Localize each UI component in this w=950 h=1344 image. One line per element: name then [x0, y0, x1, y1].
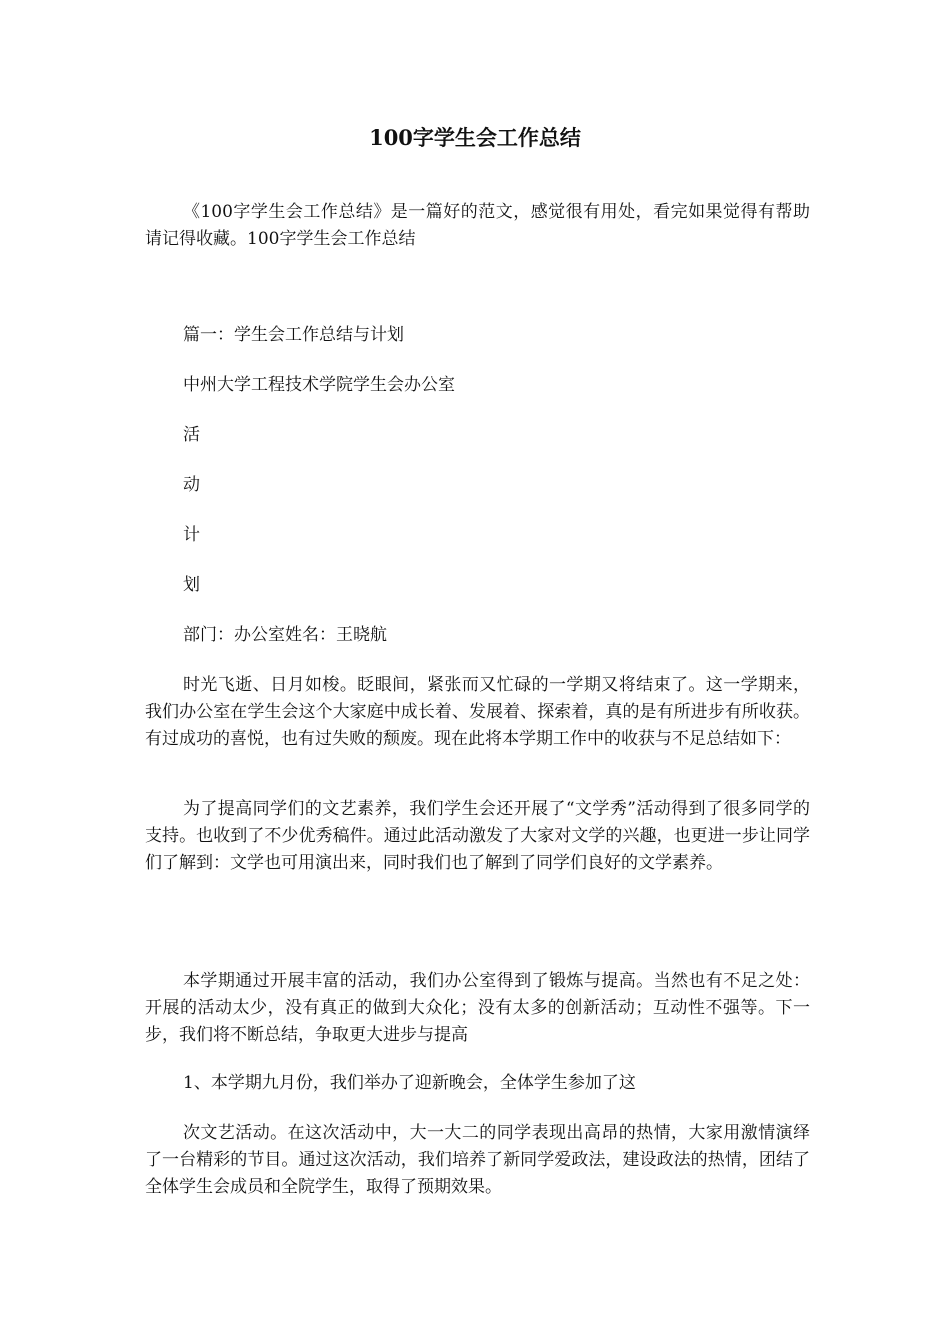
document-title: 100字学生会工作总结 — [369, 125, 581, 150]
vertical-char-3: 计 — [183, 525, 200, 545]
vertical-char-1: 活 — [183, 425, 200, 445]
vertical-char-2: 动 — [183, 475, 200, 495]
department-line: 部门：办公室姓名：王晓航 — [183, 625, 387, 645]
vertical-char-4: 划 — [183, 575, 200, 595]
body-paragraph-4: 1、本学期九月份，我们举办了迎新晚会，全体学生参加了这 — [183, 1073, 636, 1093]
body-paragraph-2: 为了提高同学们的文艺素养，我们学生会还开展了“文学秀”活动得到了很多同学的支持。也收到了不少优秀稿件。通过此活动激发了大家对文学的兴趣，也更进一步让同学们了解到：文学也可用演出来，同时我们也了解到了同学们良好的文学素养。 — [145, 799, 810, 873]
body-paragraph-5: 次文艺活动。在这次活动中，大一大二的同学表现出高昂的热情，大家用激情演绎了一台精彩的节目。通过这次活动，我们培养了新同学爱政法，建设政法的热情，团结了全体学生会成员和全院学生，取得了预期效果。 — [145, 1123, 810, 1197]
body-paragraph-3: 本学期通过开展丰富的活动，我们办公室得到了锻炼与提高。当然也有不足之处：开展的活动太少，没有真正的做到大众化；没有太多的创新活动；互动性不强等。下一步，我们将不断总结，争取更大进步与提高 — [145, 971, 810, 1045]
intro-paragraph: 《100字学生会工作总结》是一篇好的范文，感觉很有用处，看完如果觉得有帮助请记得收藏。100字学生会工作总结 — [145, 202, 810, 249]
section-heading: 篇一：学生会工作总结与计划 — [183, 325, 404, 345]
body-paragraph-1: 时光飞逝、日月如梭。眨眼间，紧张而又忙碌的一学期又将结束了。这一学期来，我们办公室在学生会这个大家庭中成长着、发展着、探索着，真的是有所进步有所收获。有过成功的喜悦，也有过失败的颓废。现在此将本学期工作中的收获与不足总结如下： — [145, 675, 810, 749]
organization-name: 中州大学工程技术学院学生会办公室 — [183, 375, 455, 395]
